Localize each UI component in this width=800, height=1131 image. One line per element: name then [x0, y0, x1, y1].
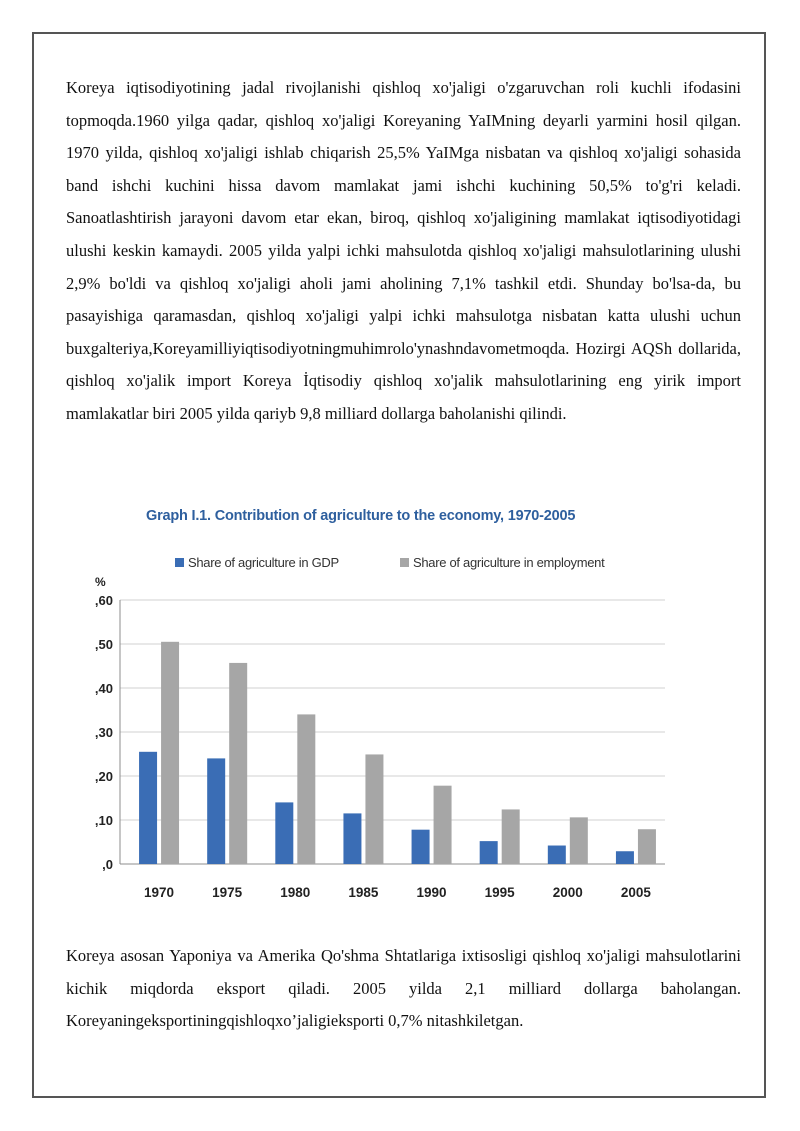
- bar-employment-1975: [229, 663, 247, 864]
- bar-gdp-1995: [480, 841, 498, 864]
- y-tick-label: ,40: [94, 681, 113, 696]
- y-tick-label: ,0: [102, 857, 113, 872]
- bar-gdp-1980: [275, 802, 293, 864]
- bar-gdp-2000: [548, 846, 566, 864]
- bar-gdp-1985: [343, 813, 361, 864]
- bar-gdp-1970: [139, 752, 157, 864]
- x-tick-label: 1975: [212, 885, 243, 900]
- y-tick-label: ,10: [94, 813, 113, 828]
- y-tick-label: ,30: [94, 725, 113, 740]
- bar-employment-2005: [638, 829, 656, 864]
- x-tick-label: 1985: [348, 885, 379, 900]
- y-tick-label: ,60: [94, 593, 113, 608]
- intro-paragraph: Koreya iqtisodiyotining jadal rivojlanishi qishloq xo'jaligi o'zgaruvchan roli kuchli ifodasini topmoqda.1960 yilga qadar, qishloq xo'jaligi Koreyaning YaIMning deyarli yarmini hosil qilgan. 1970 yilda, qishloq xo'jaligi ishlab chiqarish 25,5% YaIMga nisbatan va qishloq xo'jaligi sohasida band ishchi kuchini hissa davom mamlakat jami ishchi kuchining 50,5% to'g'ri keladi. Sanoatlashtirish jarayoni davom etar ekan, biroq, qishloq xo'jaligining mamlakat iqtisodiyotidagi ulushi keskin kamaydi. 2005 yilda yalpi ichki mahsulotda qishloq xo'jaligi mahsulotlarining ulushi 2,9% bo'ldi va qishloq xo'jaligi aholi jami aholining 7,1% tashkil etdi. Shunday bo'lsa-da, bu pasayishiga qaramasdan, qishloq xo'jaligi yalpi ichki mahsulotga nisbatan katta ulushi uchun buxgalteriya,Koreyamilliyiqtisodiyotningmuhimrolo'ynashndavometmoqda. Hozirgi AQSh dollarida, qishloq xo'jalik import Koreya İqtisodiy qishloq xo'jalik mahsulotlarining eng yirik import mamlakatlar biri 2005 yilda qariyb 9,8 milliard dollarga baholanishi qilindi.: [66, 78, 741, 423]
- legend-label-1: Share of agriculture in GDP: [188, 555, 339, 570]
- bar-employment-1995: [502, 809, 520, 864]
- bar-employment-2000: [570, 817, 588, 864]
- x-tick-label: 1990: [416, 885, 447, 900]
- x-tick-label: 1970: [144, 885, 175, 900]
- bar-employment-1970: [161, 642, 179, 864]
- x-tick-label: 1995: [484, 885, 515, 900]
- y-tick-label: ,20: [94, 769, 113, 784]
- x-tick-label: 2000: [552, 885, 583, 900]
- x-tick-label: 2005: [620, 885, 651, 900]
- y-axis-label: %: [95, 575, 106, 589]
- closing-paragraph: Koreya asosan Yaponiya va Amerika Qo'shma Shtatlariga ixtisosligi qishloq xo'jaligi mahsulotlarini kichik miqdorda eksport qiladi. 2005 yilda 2,1 milliard dollarga baholangan. Koreyaningeksportiningqishloqxo’jaligieksporti 0,7% nitashkiletgan.: [66, 946, 741, 1031]
- y-tick-label: ,50: [94, 637, 113, 652]
- bar-employment-1985: [365, 754, 383, 864]
- bar-chart: [80, 500, 720, 920]
- legend-swatch-2: [400, 558, 409, 567]
- bar-gdp-1975: [207, 758, 225, 864]
- bar-employment-1980: [297, 714, 315, 864]
- legend-label-2: Share of agriculture in employment: [413, 555, 605, 570]
- chart-figure: [80, 500, 720, 920]
- bar-employment-1990: [434, 786, 452, 864]
- bar-gdp-1990: [412, 830, 430, 864]
- x-tick-label: 1980: [280, 885, 311, 900]
- bar-gdp-2005: [616, 851, 634, 864]
- legend-swatch-1: [175, 558, 184, 567]
- chart-title: Graph I.1. Contribution of agriculture to the economy, 1970-2005: [146, 508, 576, 524]
